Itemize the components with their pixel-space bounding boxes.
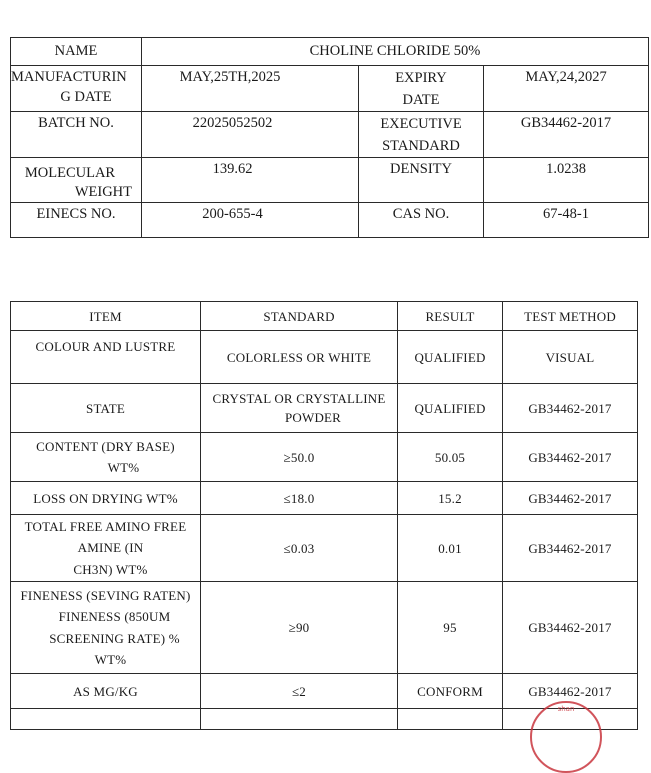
header-standard: STANDARD — [201, 302, 398, 331]
einecs-no-label: EINECS NO. — [11, 203, 142, 238]
molecular-weight-label-line2: WEIGHT — [74, 184, 132, 200]
spec-result: CONFORM — [398, 674, 503, 709]
spec-row-colour — [11, 331, 638, 384]
spec-method: GB34462-2017 — [503, 582, 638, 674]
executive-standard-value: GB34462-2017 — [484, 112, 649, 158]
spec-item: AS MG/KG — [11, 674, 201, 709]
info-row-registry — [11, 203, 649, 238]
molecular-weight-value: 139.62 — [142, 158, 359, 203]
cas-no-value: 67-48-1 — [484, 203, 649, 238]
info-row-dates — [11, 66, 649, 112]
spec-result: 15.2 — [398, 482, 503, 515]
spec-row-content — [11, 433, 638, 482]
spec-standard: ≤18.0 — [201, 482, 398, 515]
batch-no-value: 22025052502 — [142, 112, 359, 158]
manufacturing-date-value: MAY,25TH,2025 — [142, 66, 359, 112]
executive-standard-label-line2: STANDARD — [382, 138, 460, 154]
spec-item: LOSS ON DRYING WT% — [11, 482, 201, 515]
manufacturing-date-label-line2: G DATE — [60, 89, 112, 105]
info-row-name — [11, 38, 649, 66]
expiry-date-value: MAY,24,2027 — [484, 66, 649, 112]
spec-row-fineness — [11, 582, 638, 674]
spec-item: FINENESS (SEVING RATEN) FINENESS (850UM SCREENING RATE) % WT% — [11, 582, 201, 674]
spec-standard: ≤0.03 — [201, 515, 398, 582]
header-item: ITEM — [11, 302, 201, 331]
info-row-molecular — [11, 158, 649, 203]
spec-header-row — [11, 302, 638, 331]
spec-standard: CRYSTAL OR CRYSTALLINE POWDER — [201, 384, 398, 433]
spec-result: QUALIFIED — [398, 384, 503, 433]
spec-standard: ≥90 — [201, 582, 398, 674]
expiry-date-label — [359, 66, 484, 112]
spec-item: STATE — [11, 384, 201, 433]
specification-table — [10, 301, 638, 730]
spec-row-loss-on-drying — [11, 482, 638, 515]
spec-item: TOTAL FREE AMINO FREE AMINE (IN CH3N) WT% — [11, 515, 201, 582]
product-info-table — [10, 37, 649, 238]
density-value: 1.0238 — [484, 158, 649, 203]
spec-method: GB34462-2017 — [503, 515, 638, 582]
spec-result: QUALIFIED — [398, 331, 503, 384]
batch-no-label: BATCH NO. — [11, 112, 142, 158]
spec-method: GB34462-2017 — [503, 482, 638, 515]
spec-method: GB34462-2017 — [503, 433, 638, 482]
name-label: NAME — [11, 38, 142, 66]
expiry-date-label-line2: DATE — [402, 92, 440, 108]
cas-no-label: CAS NO. — [359, 203, 484, 238]
molecular-weight-label — [11, 158, 142, 203]
stamp-text: shan — [557, 705, 575, 713]
spec-method: GB34462-2017 — [503, 384, 638, 433]
manufacturing-date-label — [11, 66, 142, 112]
manufacturing-date-label-line1: MANUFACTURIN — [11, 69, 127, 85]
spec-row-state — [11, 384, 638, 433]
molecular-weight-label-line1: MOLECULAR — [24, 165, 116, 181]
executive-standard-label-line1: EXECUTIVE — [380, 116, 462, 132]
spec-row-arsenic — [11, 674, 638, 709]
executive-standard-label — [359, 112, 484, 158]
einecs-no-value: 200-655-4 — [142, 203, 359, 238]
spec-result: 0.01 — [398, 515, 503, 582]
spec-method: GB34462-2017 — [503, 674, 638, 709]
spec-standard: ≥50.0 — [201, 433, 398, 482]
spec-row-free-amine — [11, 515, 638, 582]
density-label: DENSITY — [359, 158, 484, 203]
header-test-method: TEST METHOD — [503, 302, 638, 331]
expiry-date-label-line1: EXPIRY — [395, 70, 447, 86]
header-result: RESULT — [398, 302, 503, 331]
spec-item: CONTENT (DRY BASE) WT% — [11, 433, 201, 482]
spec-standard: COLORLESS OR WHITE — [201, 331, 398, 384]
spec-item: COLOUR AND LUSTRE — [11, 331, 201, 384]
info-row-batch — [11, 112, 649, 158]
spec-result: 50.05 — [398, 433, 503, 482]
spec-standard: ≤2 — [201, 674, 398, 709]
spec-result: 95 — [398, 582, 503, 674]
spec-method: VISUAL — [503, 331, 638, 384]
name-value: CHOLINE CHLORIDE 50% — [142, 38, 649, 66]
